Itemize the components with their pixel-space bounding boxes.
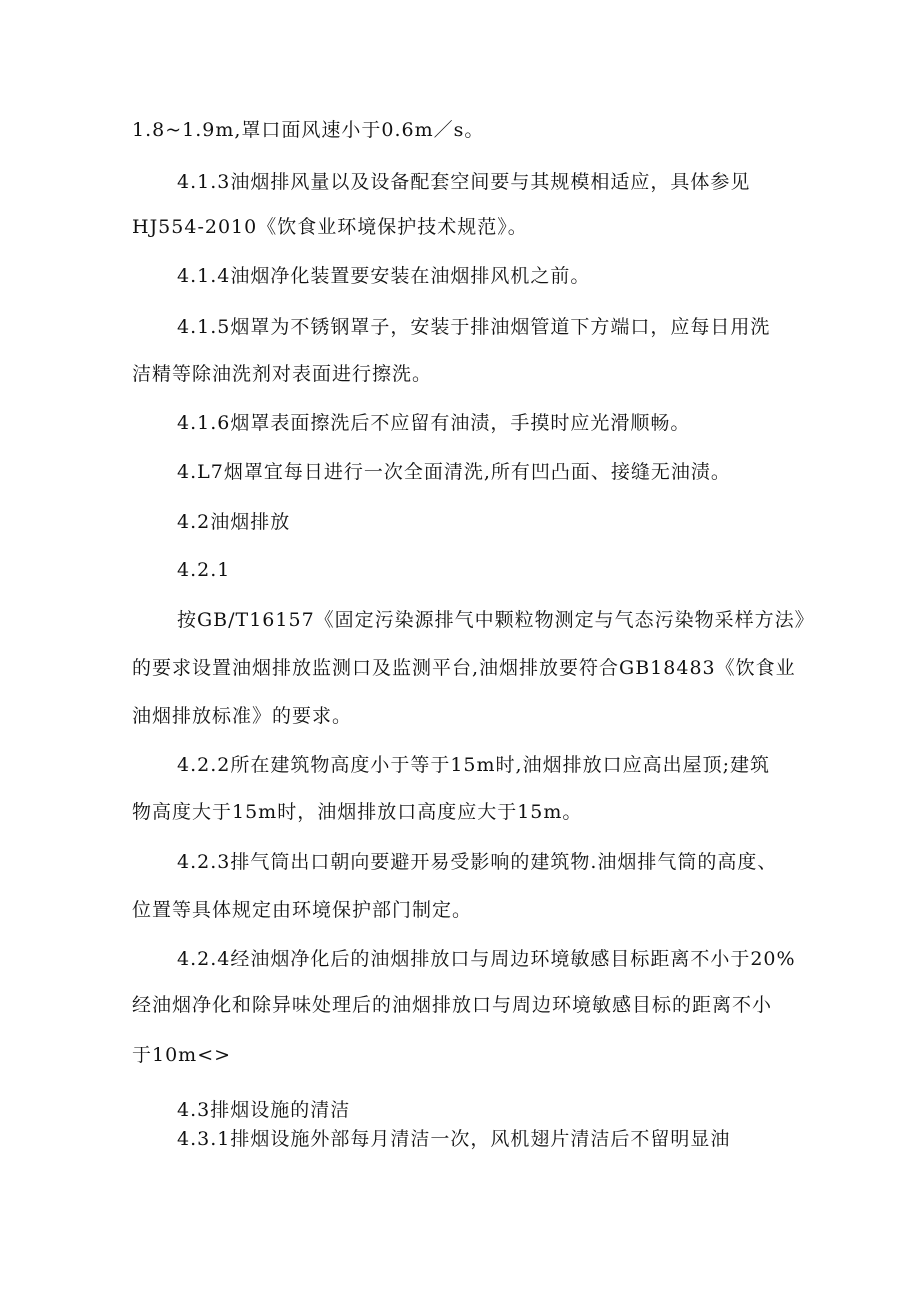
section-heading-4-2: 4.2油烟排放 bbox=[177, 511, 291, 533]
text-line-13: 油烟排放标准》的要求。 bbox=[132, 705, 353, 727]
text-line-14: 4.2.2所在建筑物高度小于等于15m时,油烟排放口应高出屋顶;建筑 bbox=[177, 754, 770, 776]
text-line-1: 1.8~1.9m,罩口面风速小于0.6m／s。 bbox=[132, 119, 485, 141]
subsection-number-4-2-1: 4.2.1 bbox=[177, 559, 231, 581]
text-line-8: 4.L7烟罩宜每日进行一次全面清洗,所有凹凸面、接缝无油渍。 bbox=[177, 461, 731, 483]
text-line-17: 位置等具体规定由环境保护部门制定。 bbox=[132, 899, 473, 921]
text-line-16: 4.2.3排气筒出口朝向要避开易受影响的建筑物.油烟排气筒的高度、 bbox=[177, 851, 778, 873]
text-line-19: 经油烟净化和除异味处理后的油烟排放口与周边环境敏感目标的距离不小 bbox=[132, 994, 773, 1016]
text-line-7: 4.1.6烟罩表面擦洗后不应留有油渍，手摸时应光滑顺畅。 bbox=[177, 412, 691, 434]
text-line-20: 于10m<> bbox=[132, 1044, 232, 1066]
text-line-18: 4.2.4经油烟净化后的油烟排放口与周边环境敏感目标距离不小于20% bbox=[177, 948, 796, 970]
section-heading-4-3: 4.3排烟设施的清洁 bbox=[177, 1099, 351, 1121]
text-line-4: 4.1.4油烟净化装置要安装在油烟排风机之前。 bbox=[177, 265, 591, 287]
text-line-15: 物高度大于15m时，油烟排放口高度应大于15m。 bbox=[132, 801, 583, 823]
text-line-22: 4.3.1排烟设施外部每月清洁一次，风机翅片清洁后不留明显油 bbox=[177, 1128, 731, 1150]
text-line-3: HJ554-2010《饮食业环境保护技术规范》。 bbox=[132, 216, 528, 238]
text-line-11: 按GB/T16157《固定污染源排气中颗粒物测定与气态污染物采样方法》 bbox=[177, 609, 815, 631]
text-line-5: 4.1.5烟罩为不锈钢罩子，安装于排油烟管道下方端口，应每日用洗 bbox=[177, 316, 771, 338]
text-line-6: 洁精等除油洗剂对表面进行擦洗。 bbox=[132, 363, 433, 385]
text-line-12: 的要求设置油烟排放监测口及监测平台,油烟排放要符合GB18483《饮食业 bbox=[132, 657, 796, 679]
text-line-2: 4.1.3油烟排风量以及设备配套空间要与其规模相适应，具体参见 bbox=[177, 171, 751, 193]
